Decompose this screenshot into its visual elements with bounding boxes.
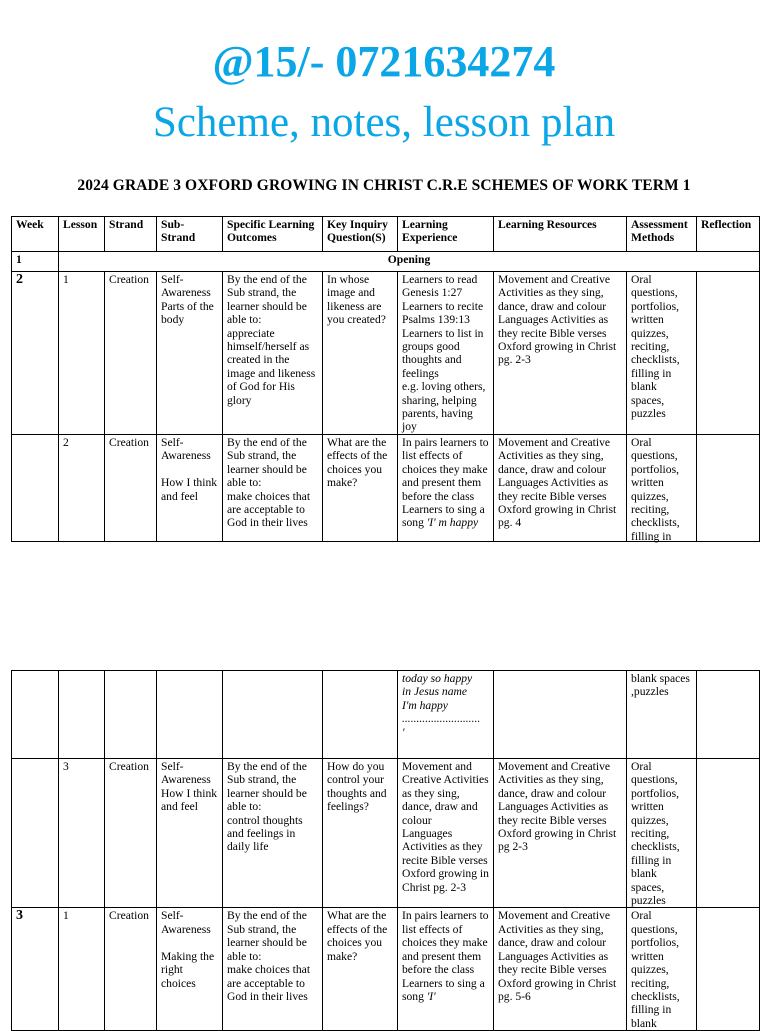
- resources-cell: Movement and Creative Activities as they sing, dance, draw and colour Languages Activities as they recite Bible verses Oxford growing in Christ pg. 4: [494, 434, 627, 541]
- header-row: [12, 217, 760, 252]
- table-row: [12, 434, 760, 541]
- question-cell: How do you control your thoughts and feelings?: [323, 759, 398, 908]
- contact-heading: @15/- 0721634274: [212, 37, 556, 86]
- col-question: Key Inquiry Question(S): [323, 217, 398, 252]
- week-cell: 3: [12, 908, 59, 1031]
- outcomes-cell: By the end of the Sub strand, the learner should be able to: make choices that are acceptable to God in their lives: [223, 434, 323, 541]
- week-cell: 1: [12, 252, 59, 272]
- experience-cell: In pairs learners to list effects of choices they make and present them before the class Learners to sing a song 'I': [398, 908, 494, 1031]
- resources-cell: Movement and Creative Activities as they sing, dance, draw and colour Languages Activities as they recite Bible verses Oxford growing in Christ pg. 5-6: [494, 908, 627, 1031]
- question-cell: What are the effects of the choices you make?: [323, 908, 398, 1031]
- promo-heading: Scheme, notes, lesson plan: [152, 99, 616, 146]
- sub-strand-cell: Self- Awareness How I think and feel: [157, 759, 223, 908]
- col-outcomes: Specific Learning Outcomes: [223, 217, 323, 252]
- strand-cell: [105, 671, 157, 759]
- assessment-cell: Oral questions, portfolios, written quizzes, reciting, checklists, filling in: [627, 434, 697, 541]
- table-row: [12, 272, 760, 435]
- question-cell: [323, 671, 398, 759]
- question-cell: What are the effects of the choices you make?: [323, 434, 398, 541]
- experience-cell: In pairs learners to list effects of choices they make and present them before the class Learners to sing a song 'I' m happy: [398, 434, 494, 541]
- scheme-table-page-2: [11, 670, 760, 1031]
- strand-cell: Creation: [105, 272, 157, 435]
- outcomes-cell: By the end of the Sub strand, the learner should be able to: make choices that are acceptable to God in their lives: [223, 908, 323, 1031]
- strand-cell: Creation: [105, 908, 157, 1031]
- reflection-cell: [697, 671, 760, 759]
- lesson-cell: 2: [59, 434, 105, 541]
- table-row: [12, 671, 760, 759]
- reflection-cell: [697, 759, 760, 908]
- col-strand: Strand: [105, 217, 157, 252]
- sub-strand-cell: [157, 671, 223, 759]
- lesson-cell: 1: [59, 272, 105, 435]
- opening-label: Opening: [59, 252, 760, 272]
- week-cell: [12, 434, 59, 541]
- outcomes-cell: By the end of the Sub strand, the learner should be able to: control thoughts and feelings in daily life: [223, 759, 323, 908]
- scheme-table-page-1: [11, 216, 760, 542]
- experience-cell: today so happy in Jesus name I'm happy ........................... ': [398, 671, 494, 759]
- assessment-cell: Oral questions, portfolios, written quizzes, reciting, checklists, filling in blank spaces, puzzles: [627, 272, 697, 435]
- resources-cell: [494, 671, 627, 759]
- table-row: [12, 908, 760, 1031]
- col-week: Week: [12, 217, 59, 252]
- lesson-cell: [59, 671, 105, 759]
- col-resources: Learning Resources: [494, 217, 627, 252]
- experience-cell: Learners to read Genesis 1:27 Learners to recite Psalms 139:13 Learners to list in groups good thoughts and feelings e.g. loving others, sharing, helping parents, having joy: [398, 272, 494, 435]
- resources-cell: Movement and Creative Activities as they sing, dance, draw and colour Languages Activities as they recite Bible verses Oxford growing in Christ pg 2-3: [494, 759, 627, 908]
- resources-cell: Movement and Creative Activities as they sing, dance, draw and colour Languages Activities as they recite Bible verses Oxford growing in Christ pg. 2-3: [494, 272, 627, 435]
- outcomes-cell: By the end of the Sub strand, the learner should be able to: appreciate himself/herself as created in the image and likeness of God for His glory: [223, 272, 323, 435]
- assessment-cell: Oral questions, portfolios, written quizzes, reciting, checklists, filling in blank spaces, puzzles: [627, 759, 697, 908]
- week-cell: 2: [12, 272, 59, 435]
- lesson-cell: 3: [59, 759, 105, 908]
- outcomes-cell: [223, 671, 323, 759]
- col-experience: Learning Experience: [398, 217, 494, 252]
- table-row: [12, 759, 760, 908]
- question-cell: In whose image and likeness are you created?: [323, 272, 398, 435]
- col-reflection: Reflection: [697, 217, 760, 252]
- sub-strand-cell: Self- Awareness Making the right choices: [157, 908, 223, 1031]
- sub-strand-cell: Self- Awareness How I think and feel: [157, 434, 223, 541]
- reflection-cell: [697, 272, 760, 435]
- lesson-cell: 1: [59, 908, 105, 1031]
- opening-row: [12, 252, 760, 272]
- col-sub-strand: Sub- Strand: [157, 217, 223, 252]
- week-cell: [12, 671, 59, 759]
- sub-strand-cell: Self- Awareness Parts of the body: [157, 272, 223, 435]
- strand-cell: Creation: [105, 759, 157, 908]
- col-lesson: Lesson: [59, 217, 105, 252]
- document-title: 2024 GRADE 3 OXFORD GROWING IN CHRIST C.R.E SCHEMES OF WORK TERM 1: [77, 177, 691, 194]
- week-cell: [12, 759, 59, 908]
- col-assessment: Assessment Methods: [627, 217, 697, 252]
- reflection-cell: [697, 908, 760, 1031]
- strand-cell: Creation: [105, 434, 157, 541]
- reflection-cell: [697, 434, 760, 541]
- assessment-cell: Oral questions, portfolios, written quizzes, reciting, checklists, filling in blank: [627, 908, 697, 1031]
- experience-cell: Movement and Creative Activities as they sing, dance, draw and colour Languages Activities as they recite Bible verses Oxford growing in Christ pg. 2-3: [398, 759, 494, 908]
- assessment-cell: blank spaces ,puzzles: [627, 671, 697, 759]
